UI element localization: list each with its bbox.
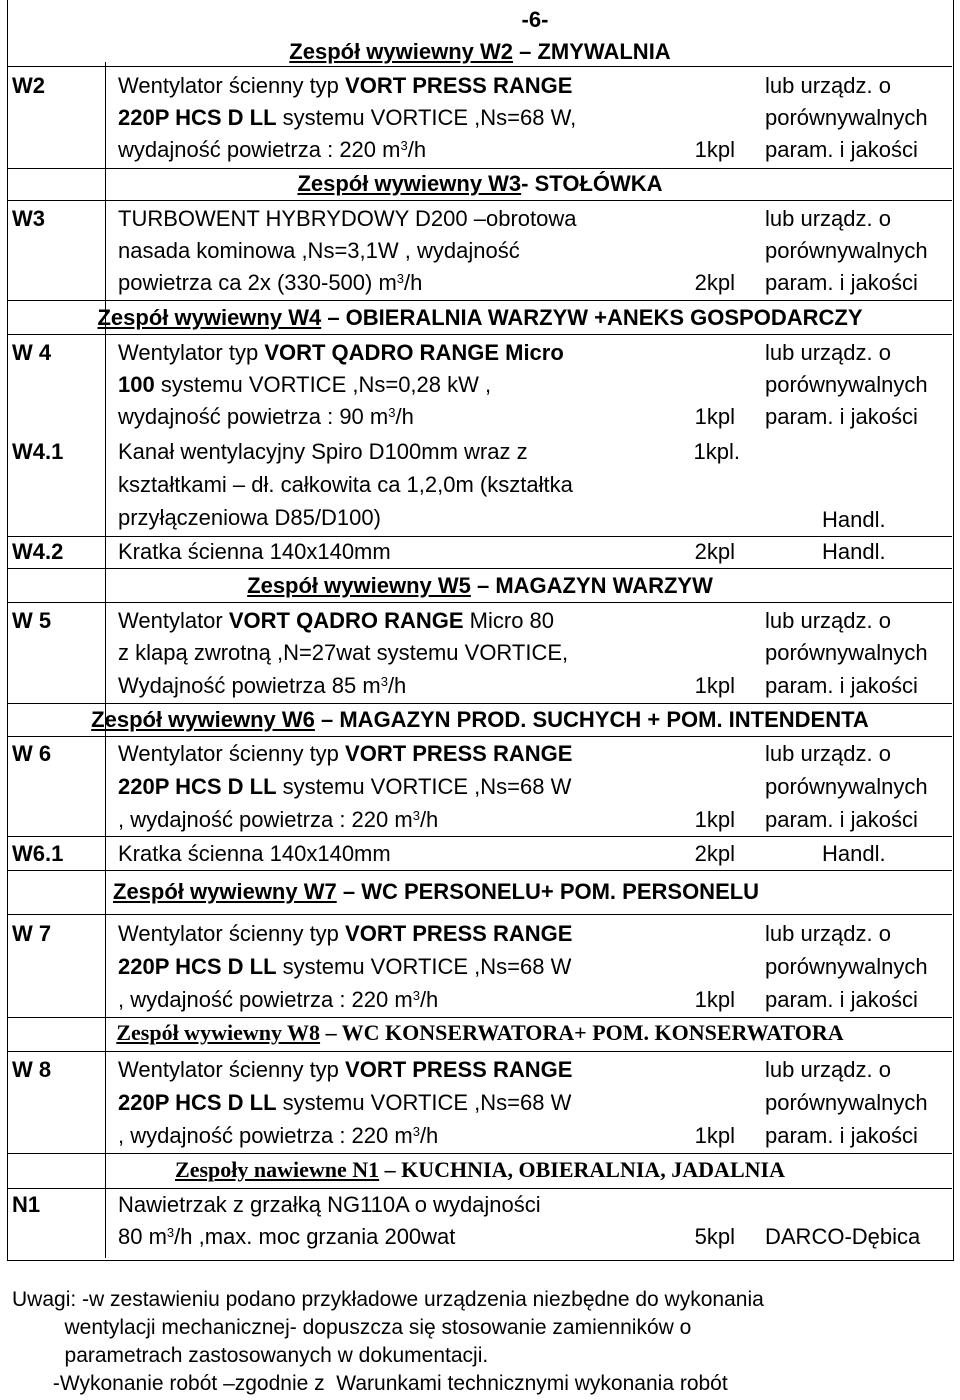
item-note: lub urządz. o bbox=[765, 73, 891, 98]
item-qty: 1kpl bbox=[694, 987, 735, 1012]
item-note: param. i jakości bbox=[765, 270, 918, 295]
item-desc-line: Wentylator VORT QADRO RANGE Micro 80 bbox=[118, 608, 555, 633]
item-note: param. i jakości bbox=[765, 673, 918, 698]
row-divider bbox=[7, 602, 952, 603]
item-desc-line: wydajność powietrza : 220 $m^3/h$ bbox=[118, 137, 427, 162]
item-desc-line: , wydajność powietrza : 220 $m^3/h$ bbox=[118, 1123, 439, 1148]
section-heading-w5: Zespół wywiewny W5 – MAGAZYN WARZYW bbox=[247, 573, 713, 598]
item-note: porównywalnych bbox=[765, 640, 928, 665]
item-qty: 1kpl. bbox=[693, 439, 740, 464]
item-desc-line: 220P HCS D LL systemu VORTICE ,Ns=68 W bbox=[118, 774, 572, 799]
item-qty: 2kpl bbox=[694, 841, 735, 866]
item-desc-line: Wentylator ścienny typ VORT PRESS RANGE bbox=[118, 1057, 573, 1082]
item-note: param. i jakości bbox=[765, 1123, 918, 1148]
item-note: Handl. bbox=[822, 539, 886, 564]
item-code: W 5 bbox=[12, 608, 52, 633]
item-note: lub urządz. o bbox=[765, 340, 891, 365]
item-code: W 6 bbox=[12, 741, 52, 766]
item-note: porównywalnych bbox=[765, 238, 928, 263]
item-desc-line: kształtkami – dł. całkowita ca 1,2,0m (kształtka bbox=[118, 472, 573, 497]
item-note: lub urządz. o bbox=[765, 741, 891, 766]
item-desc-line: Wydajność powietrza 85 $m^3/h$ bbox=[118, 673, 407, 698]
item-desc-line: 220P HCS D LL systemu VORTICE ,Ns=68 W bbox=[118, 1090, 572, 1115]
item-code: W 4 bbox=[12, 340, 52, 365]
item-desc-line: wydajność powietrza : 90 $m^3/h$ bbox=[118, 404, 414, 429]
item-note: lub urządz. o bbox=[765, 921, 891, 946]
column-divider bbox=[105, 62, 106, 1258]
item-note: param. i jakości bbox=[765, 987, 918, 1012]
item-code: W 8 bbox=[12, 1057, 52, 1082]
item-desc-line: Wentylator ścienny typ VORT PRESS RANGE bbox=[118, 921, 573, 946]
item-qty: 1kpl bbox=[694, 673, 735, 698]
item-note: param. i jakości bbox=[765, 404, 918, 429]
remarks-line: Uwagi: -w zestawieniu podano przykładowe urządzenia niezbędne do wykonania bbox=[12, 1288, 764, 1311]
item-qty: 2kpl bbox=[694, 539, 735, 564]
item-qty: 2kpl bbox=[694, 270, 735, 295]
item-desc-line: TURBOWENT HYBRYDOWY D200 –obrotowa bbox=[118, 206, 577, 231]
item-code: W4.2 bbox=[12, 539, 64, 564]
item-note: porównywalnych bbox=[765, 372, 928, 397]
section-heading-w7: Zespół wywiewny W7 – WC PERSONELU+ POM. PERSONELU bbox=[113, 879, 760, 904]
item-qty: 1kpl bbox=[694, 137, 735, 162]
item-desc-line: 220P HCS D LL systemu VORTICE ,Ns=68 W, bbox=[118, 105, 577, 130]
item-note: porównywalnych bbox=[765, 1090, 928, 1115]
item-desc-line: Wentylator ścienny typ VORT PRESS RANGE bbox=[118, 741, 573, 766]
row-divider bbox=[7, 568, 952, 569]
row-divider bbox=[7, 914, 952, 915]
remarks-line: -Wykonanie robót –zgodnie z Warunkami technicznymi wykonania robót bbox=[12, 1372, 728, 1395]
item-note: Handl. bbox=[822, 841, 886, 866]
remarks-line: wentylacji mechanicznej- dopuszcza się stosowanie zamienników o bbox=[12, 1316, 692, 1339]
item-desc-line: , wydajność powietrza : 220 $m^3/h$ bbox=[118, 987, 439, 1012]
item-desc-line: , wydajność powietrza : 220 $m^3/h$ bbox=[118, 807, 439, 832]
item-desc-line: Wentylator typ VORT QADRO RANGE Micro bbox=[118, 340, 564, 365]
item-note: param. i jakości bbox=[765, 807, 918, 832]
row-divider bbox=[7, 300, 952, 301]
row-divider bbox=[7, 334, 952, 335]
item-qty: 1kpl bbox=[694, 404, 735, 429]
page-number: -6- bbox=[521, 7, 549, 32]
item-desc-line: przyłączeniowa D85/D100) bbox=[118, 505, 381, 530]
item-note: porównywalnych bbox=[765, 774, 928, 799]
item-desc-line: 220P HCS D LL systemu VORTICE ,Ns=68 W bbox=[118, 954, 572, 979]
remarks-line: parametrach zastosowanych w dokumentacji. bbox=[12, 1344, 489, 1367]
item-desc-line: 80 $m^3/h$ ,max. moc grzania 200wat bbox=[118, 1224, 456, 1249]
item-desc-line: z klapą zwrotną ,N=27wat systemu VORTICE, bbox=[118, 640, 569, 665]
item-qty: 5kpl bbox=[694, 1224, 735, 1249]
item-note: lub urządz. o bbox=[765, 1057, 891, 1082]
item-code: N1 bbox=[12, 1192, 41, 1217]
item-note: lub urządz. o bbox=[765, 608, 891, 633]
row-divider bbox=[7, 1051, 952, 1052]
section-heading-w6: Zespół wywiewny W6 – MAGAZYN PROD. SUCHYCH + POM. INTENDENTA bbox=[91, 707, 869, 732]
item-desc-line: Kratka ścienna 140x140mm bbox=[118, 841, 391, 866]
item-desc-line: Kanał wentylacyjny Spiro D100mm wraz z bbox=[118, 439, 528, 464]
item-desc-line: Kratka ścienna 140x140mm bbox=[118, 539, 391, 564]
item-code: W6.1 bbox=[12, 841, 64, 866]
item-code: W 7 bbox=[12, 921, 52, 946]
row-divider bbox=[7, 66, 952, 67]
item-desc-line: powietrza ca 2x (330-500) $m^3/h$ bbox=[118, 270, 423, 295]
item-note: DARCO-Dębica bbox=[765, 1224, 921, 1249]
remarks bbox=[12, 1286, 947, 1398]
row-divider bbox=[7, 870, 952, 871]
item-code: W2 bbox=[12, 73, 45, 98]
section-heading-w2: Zespół wywiewny W2 – ZMYWALNIA bbox=[289, 39, 671, 64]
item-note: porównywalnych bbox=[765, 105, 928, 130]
item-note: Handl. bbox=[822, 507, 886, 532]
section-heading-w3: Zespół wywiewny W3- STOŁÓWKA bbox=[297, 171, 663, 196]
item-note: lub urządz. o bbox=[765, 206, 891, 231]
item-note: param. i jakości bbox=[765, 137, 918, 162]
item-desc-line: Nawietrzak z grzałką NG110A o wydajności bbox=[118, 1192, 541, 1217]
item-qty: 1kpl bbox=[694, 807, 735, 832]
item-qty: 1kpl bbox=[694, 1123, 735, 1148]
row-divider bbox=[7, 200, 952, 201]
section-heading-w4: Zespół wywiewny W4 – OBIERALNIA WARZYW +ANEKS GOSPODARCZY bbox=[97, 305, 863, 330]
section-heading-w8: Zespół wywiewny W8 – WC KONSERWATORA+ POM. KONSERWATORA bbox=[116, 1020, 844, 1045]
item-desc-line: Wentylator ścienny typ VORT PRESS RANGE bbox=[118, 73, 573, 98]
item-code: W3 bbox=[12, 206, 45, 231]
item-desc-line: 100 systemu VORTICE ,Ns=0,28 kW , bbox=[118, 372, 492, 397]
item-code: W4.1 bbox=[12, 439, 64, 464]
item-note: porównywalnych bbox=[765, 954, 928, 979]
row-divider bbox=[7, 736, 952, 737]
item-desc-line: nasada kominowa ,Ns=3,1W , wydajność bbox=[118, 238, 520, 263]
row-divider bbox=[7, 836, 952, 837]
section-heading-n1: Zespoły nawiewne N1 – KUCHNIA, OBIERALNIA, JADALNIA bbox=[175, 1157, 785, 1182]
